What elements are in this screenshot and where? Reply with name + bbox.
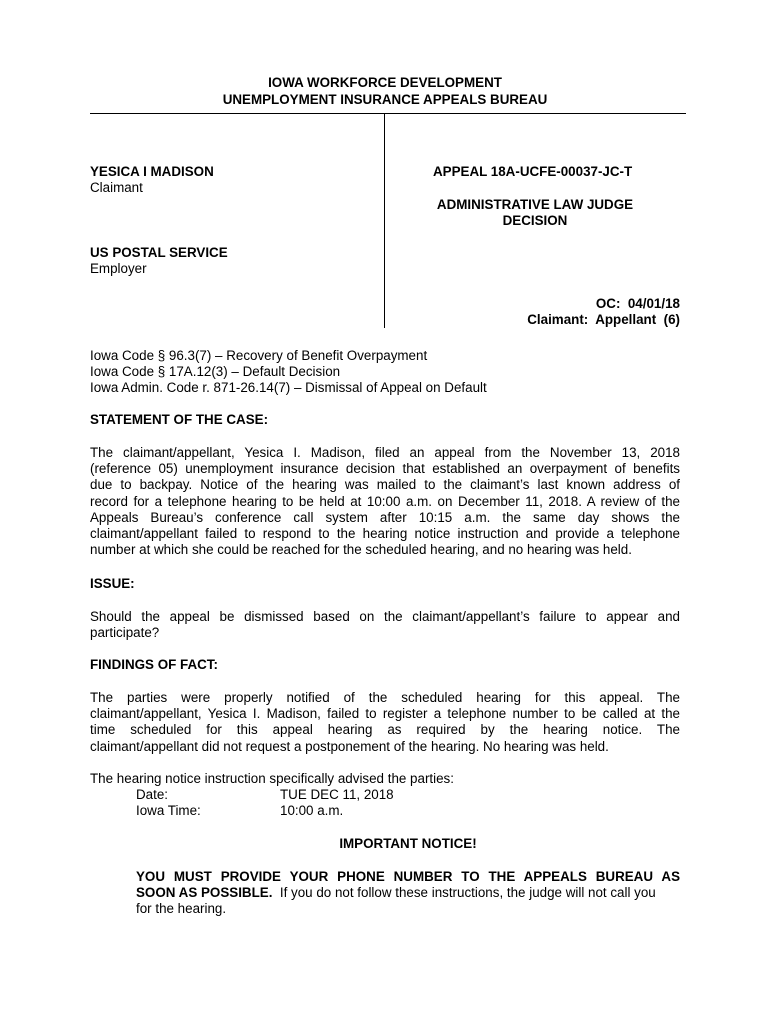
statement-line: The claimant/appellant, Yesica I. Madison, filed an appeal from the November 13, 2018	[90, 445, 680, 460]
statement-line: (reference 05) unemployment insurance decision that established an overpayment of benefits	[90, 461, 680, 477]
findings-heading: FINDINGS OF FACT:	[90, 657, 218, 672]
claimant-name: YESICA I MADISON	[90, 164, 214, 179]
claimant-status: Claimant: Appellant (6)	[527, 312, 680, 327]
issue-heading: ISSUE:	[90, 576, 135, 591]
statement-line: Appeals Bureau’s conference call system after 10:15 a.m. the same day shows the	[90, 509, 680, 525]
decision-title-line-1: ADMINISTRATIVE LAW JUDGE	[436, 197, 634, 212]
oc-date: OC: 04/01/18	[595, 296, 680, 311]
issue-line: Should the appeal be dismissed based on the claimant/appellant’s failure to appear and	[90, 609, 680, 624]
citation-1: Iowa Code § 96.3(7) – Recovery of Benefit Overpayment	[90, 348, 428, 363]
claimant-role: Claimant	[90, 180, 143, 195]
notice-bold-line: YOU MUST PROVIDE YOUR PHONE NUMBER TO THE APPEALS BUREAU AS	[136, 869, 680, 884]
citation-2: Iowa Code § 17A.12(3) – Default Decision	[90, 364, 341, 379]
statement-line: due to backpay. Notice of the hearing was mailed to the claimant’s last known address of	[90, 477, 680, 493]
notice-line-3: for the hearing.	[136, 901, 227, 917]
date-label: Date:	[136, 787, 169, 802]
statement-line: record for a telephone hearing to be held at 10:00 a.m. on December 11, 2018. A review of the	[90, 493, 680, 509]
caption-divider	[384, 113, 385, 328]
time-value: 10:00 a.m.	[280, 803, 344, 818]
important-notice-heading: IMPORTANT NOTICE!	[339, 836, 477, 851]
notice-bold-phrase: SOON AS POSSIBLE.	[136, 885, 273, 901]
issue-line: participate?	[90, 625, 160, 641]
caption-top-rule	[90, 113, 686, 114]
employer-name: US POSTAL SERVICE	[90, 245, 228, 260]
date-value: TUE DEC 11, 2018	[280, 787, 394, 802]
issue-paragraph	[90, 609, 680, 641]
findings-line: The parties were properly notified of the scheduled hearing for this appeal. The	[90, 690, 680, 705]
employer-role: Employer	[90, 261, 147, 276]
findings-line: claimant/appellant, Yesica I. Madison, failed to register a telephone number to be called at the	[90, 706, 680, 722]
decision-title-line-2: DECISION	[502, 213, 568, 228]
notice-instructions: If you do not follow these instructions, the judge will not call you	[272, 885, 656, 901]
citation-3: Iowa Admin. Code r. 871-26.14(7) – Dismissal of Appeal on Default	[90, 380, 487, 395]
findings-line: time scheduled for this appeal hearing as required by the hearing notice. The	[90, 722, 680, 738]
important-notice-body	[136, 869, 680, 918]
notice-intro: The hearing notice instruction specifically advised the parties:	[90, 771, 454, 786]
appeal-number: APPEAL 18A-UCFE-00037-JC-T	[433, 164, 633, 179]
notice-line-2	[136, 885, 680, 901]
statement-line: claimant/appellant failed to respond to the hearing notice instruction and provide a telephone	[90, 526, 680, 542]
findings-paragraph	[90, 690, 680, 755]
statement-paragraph	[90, 445, 680, 558]
time-label: Iowa Time:	[136, 803, 201, 818]
findings-line: claimant/appellant did not request a postponement of the hearing. No hearing was held.	[90, 738, 609, 754]
statement-line: number at which she could be reached for the scheduled hearing, and no hearing was held.	[90, 542, 632, 558]
statement-heading: STATEMENT OF THE CASE:	[90, 412, 269, 427]
agency-heading: IOWA WORKFORCE DEVELOPMENT	[268, 75, 502, 90]
bureau-heading: UNEMPLOYMENT INSURANCE APPEALS BUREAU	[222, 92, 548, 107]
